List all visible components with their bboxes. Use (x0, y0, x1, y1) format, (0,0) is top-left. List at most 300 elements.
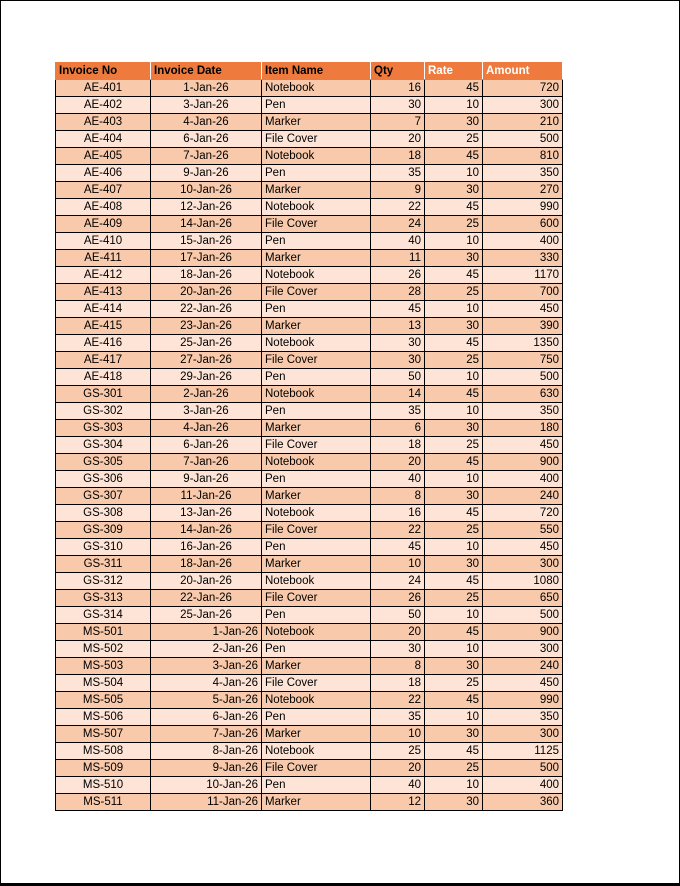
rate-cell: 45 (425, 80, 483, 97)
invoice-date-cell: 3-Jan-26 (151, 658, 262, 675)
rate-cell: 10 (425, 709, 483, 726)
qty-cell: 26 (371, 267, 425, 284)
invoice-date-cell: 18-Jan-26 (151, 556, 262, 573)
invoice-date-cell: 6-Jan-26 (151, 437, 262, 454)
invoice-date-cell: 22-Jan-26 (151, 590, 262, 607)
invoice-no-cell: GS-314 (56, 607, 151, 624)
invoice-no-cell: GS-301 (56, 386, 151, 403)
invoice-date-cell: 9-Jan-26 (151, 471, 262, 488)
item-name-cell: File Cover (262, 437, 371, 454)
invoice-no-cell: MS-504 (56, 675, 151, 692)
item-name-cell: Pen (262, 403, 371, 420)
rate-cell: 10 (425, 777, 483, 794)
table-row (56, 199, 563, 216)
table-row (56, 114, 563, 131)
rate-cell: 30 (425, 250, 483, 267)
rate-cell: 25 (425, 437, 483, 454)
rate-cell: 10 (425, 607, 483, 624)
invoice-no-cell: AE-410 (56, 233, 151, 250)
item-name-cell: Marker (262, 420, 371, 437)
invoice-no-cell: GS-310 (56, 539, 151, 556)
header-invoice-no: Invoice No (56, 63, 151, 80)
invoice-no-cell: AE-411 (56, 250, 151, 267)
qty-cell: 50 (371, 607, 425, 624)
amount-cell: 390 (483, 318, 563, 335)
item-name-cell: Notebook (262, 505, 371, 522)
table-row (56, 420, 563, 437)
table-row (56, 369, 563, 386)
item-name-cell: File Cover (262, 760, 371, 777)
invoice-date-cell: 14-Jan-26 (151, 522, 262, 539)
invoice-date-cell: 3-Jan-26 (151, 97, 262, 114)
table-row (56, 318, 563, 335)
invoice-no-cell: AE-401 (56, 80, 151, 97)
amount-cell: 550 (483, 522, 563, 539)
qty-cell: 14 (371, 386, 425, 403)
table-row (56, 131, 563, 148)
invoice-no-cell: GS-309 (56, 522, 151, 539)
rate-cell: 30 (425, 794, 483, 811)
invoice-no-cell: AE-405 (56, 148, 151, 165)
invoice-date-cell: 25-Jan-26 (151, 607, 262, 624)
invoice-date-cell: 10-Jan-26 (151, 777, 262, 794)
invoice-date-cell: 13-Jan-26 (151, 505, 262, 522)
table-row (56, 522, 563, 539)
amount-cell: 450 (483, 437, 563, 454)
table-row (56, 165, 563, 182)
qty-cell: 16 (371, 505, 425, 522)
rate-cell: 45 (425, 505, 483, 522)
invoice-no-cell: AE-414 (56, 301, 151, 318)
rate-cell: 30 (425, 318, 483, 335)
invoice-no-cell: GS-308 (56, 505, 151, 522)
invoice-no-cell: MS-507 (56, 726, 151, 743)
invoice-no-cell: AE-402 (56, 97, 151, 114)
amount-cell: 630 (483, 386, 563, 403)
rate-cell: 10 (425, 471, 483, 488)
invoice-no-cell: AE-407 (56, 182, 151, 199)
amount-cell: 360 (483, 794, 563, 811)
rate-cell: 10 (425, 403, 483, 420)
item-name-cell: Notebook (262, 148, 371, 165)
qty-cell: 35 (371, 403, 425, 420)
invoice-date-cell: 29-Jan-26 (151, 369, 262, 386)
invoice-date-cell: 7-Jan-26 (151, 454, 262, 471)
item-name-cell: Notebook (262, 199, 371, 216)
invoice-date-cell: 4-Jan-26 (151, 114, 262, 131)
qty-cell: 8 (371, 488, 425, 505)
item-name-cell: File Cover (262, 284, 371, 301)
qty-cell: 26 (371, 590, 425, 607)
invoice-no-cell: GS-304 (56, 437, 151, 454)
item-name-cell: Pen (262, 97, 371, 114)
rate-cell: 45 (425, 573, 483, 590)
amount-cell: 240 (483, 488, 563, 505)
qty-cell: 45 (371, 539, 425, 556)
amount-cell: 180 (483, 420, 563, 437)
invoice-date-cell: 6-Jan-26 (151, 709, 262, 726)
amount-cell: 300 (483, 641, 563, 658)
table-row (56, 726, 563, 743)
rate-cell: 45 (425, 148, 483, 165)
table-row (56, 284, 563, 301)
item-name-cell: Pen (262, 641, 371, 658)
table-row (56, 675, 563, 692)
amount-cell: 210 (483, 114, 563, 131)
rate-cell: 45 (425, 267, 483, 284)
item-name-cell: Pen (262, 709, 371, 726)
rate-cell: 25 (425, 760, 483, 777)
table-body (56, 80, 563, 811)
qty-cell: 8 (371, 658, 425, 675)
amount-cell: 600 (483, 216, 563, 233)
item-name-cell: Pen (262, 165, 371, 182)
amount-cell: 720 (483, 505, 563, 522)
rate-cell: 30 (425, 658, 483, 675)
item-name-cell: Marker (262, 658, 371, 675)
item-name-cell: Pen (262, 539, 371, 556)
amount-cell: 350 (483, 403, 563, 420)
table-row (56, 624, 563, 641)
item-name-cell: Notebook (262, 80, 371, 97)
invoice-no-cell: AE-415 (56, 318, 151, 335)
header-amount: Amount (483, 63, 563, 80)
qty-cell: 10 (371, 556, 425, 573)
invoice-no-cell: GS-305 (56, 454, 151, 471)
amount-cell: 400 (483, 471, 563, 488)
qty-cell: 30 (371, 97, 425, 114)
invoice-table (55, 62, 563, 811)
invoice-date-cell: 1-Jan-26 (151, 80, 262, 97)
invoice-no-cell: AE-404 (56, 131, 151, 148)
invoice-no-cell: AE-408 (56, 199, 151, 216)
table-row (56, 216, 563, 233)
amount-cell: 720 (483, 80, 563, 97)
amount-cell: 240 (483, 658, 563, 675)
rate-cell: 30 (425, 182, 483, 199)
invoice-date-cell: 4-Jan-26 (151, 675, 262, 692)
qty-cell: 35 (371, 709, 425, 726)
invoice-no-cell: AE-409 (56, 216, 151, 233)
qty-cell: 20 (371, 454, 425, 471)
invoice-date-cell: 20-Jan-26 (151, 284, 262, 301)
qty-cell: 7 (371, 114, 425, 131)
rate-cell: 25 (425, 675, 483, 692)
invoice-date-cell: 5-Jan-26 (151, 692, 262, 709)
item-name-cell: File Cover (262, 216, 371, 233)
rate-cell: 30 (425, 420, 483, 437)
invoice-no-cell: MS-508 (56, 743, 151, 760)
item-name-cell: Marker (262, 182, 371, 199)
table-row (56, 454, 563, 471)
rate-cell: 45 (425, 454, 483, 471)
item-name-cell: Pen (262, 233, 371, 250)
rate-cell: 30 (425, 488, 483, 505)
qty-cell: 35 (371, 165, 425, 182)
qty-cell: 24 (371, 573, 425, 590)
amount-cell: 1170 (483, 267, 563, 284)
amount-cell: 330 (483, 250, 563, 267)
amount-cell: 500 (483, 607, 563, 624)
table-row (56, 148, 563, 165)
rate-cell: 10 (425, 233, 483, 250)
qty-cell: 13 (371, 318, 425, 335)
item-name-cell: Marker (262, 556, 371, 573)
invoice-no-cell: GS-303 (56, 420, 151, 437)
qty-cell: 50 (371, 369, 425, 386)
amount-cell: 300 (483, 556, 563, 573)
table-row (56, 658, 563, 675)
table-row (56, 403, 563, 420)
invoice-date-cell: 17-Jan-26 (151, 250, 262, 267)
table-row (56, 437, 563, 454)
amount-cell: 1080 (483, 573, 563, 590)
invoice-date-cell: 11-Jan-26 (151, 488, 262, 505)
amount-cell: 750 (483, 352, 563, 369)
invoice-date-cell: 18-Jan-26 (151, 267, 262, 284)
table-row (56, 182, 563, 199)
invoice-date-cell: 14-Jan-26 (151, 216, 262, 233)
amount-cell: 500 (483, 369, 563, 386)
invoice-date-cell: 4-Jan-26 (151, 420, 262, 437)
rate-cell: 25 (425, 352, 483, 369)
table-row (56, 97, 563, 114)
qty-cell: 40 (371, 233, 425, 250)
invoice-date-cell: 2-Jan-26 (151, 641, 262, 658)
qty-cell: 22 (371, 692, 425, 709)
qty-cell: 18 (371, 148, 425, 165)
qty-cell: 16 (371, 80, 425, 97)
invoice-no-cell: MS-509 (56, 760, 151, 777)
rate-cell: 45 (425, 386, 483, 403)
invoice-date-cell: 9-Jan-26 (151, 760, 262, 777)
item-name-cell: Marker (262, 114, 371, 131)
invoice-date-cell: 22-Jan-26 (151, 301, 262, 318)
invoice-date-cell: 15-Jan-26 (151, 233, 262, 250)
table-row (56, 743, 563, 760)
qty-cell: 25 (371, 743, 425, 760)
item-name-cell: Pen (262, 369, 371, 386)
invoice-no-cell: MS-511 (56, 794, 151, 811)
table-row (56, 794, 563, 811)
invoice-no-cell: AE-418 (56, 369, 151, 386)
amount-cell: 300 (483, 97, 563, 114)
rate-cell: 25 (425, 284, 483, 301)
rate-cell: 10 (425, 301, 483, 318)
item-name-cell: Notebook (262, 692, 371, 709)
rate-cell: 25 (425, 590, 483, 607)
invoice-date-cell: 12-Jan-26 (151, 199, 262, 216)
header-invoice-date: Invoice Date (151, 63, 262, 80)
qty-cell: 9 (371, 182, 425, 199)
table-row (56, 233, 563, 250)
invoice-no-cell: MS-510 (56, 777, 151, 794)
header-rate: Rate (425, 63, 483, 80)
qty-cell: 10 (371, 726, 425, 743)
table-row (56, 386, 563, 403)
item-name-cell: File Cover (262, 675, 371, 692)
rate-cell: 45 (425, 624, 483, 641)
rate-cell: 10 (425, 97, 483, 114)
amount-cell: 990 (483, 692, 563, 709)
table-row (56, 607, 563, 624)
item-name-cell: Pen (262, 607, 371, 624)
qty-cell: 6 (371, 420, 425, 437)
table-row (56, 471, 563, 488)
rate-cell: 30 (425, 114, 483, 131)
invoice-date-cell: 11-Jan-26 (151, 794, 262, 811)
item-name-cell: Notebook (262, 335, 371, 352)
rate-cell: 30 (425, 556, 483, 573)
table-row (56, 692, 563, 709)
amount-cell: 900 (483, 624, 563, 641)
rate-cell: 45 (425, 335, 483, 352)
invoice-date-cell: 10-Jan-26 (151, 182, 262, 199)
rate-cell: 25 (425, 522, 483, 539)
qty-cell: 30 (371, 335, 425, 352)
qty-cell: 20 (371, 760, 425, 777)
qty-cell: 22 (371, 522, 425, 539)
rate-cell: 45 (425, 692, 483, 709)
table-row (56, 250, 563, 267)
invoice-date-cell: 1-Jan-26 (151, 624, 262, 641)
invoice-date-cell: 2-Jan-26 (151, 386, 262, 403)
qty-cell: 40 (371, 471, 425, 488)
invoice-date-cell: 6-Jan-26 (151, 131, 262, 148)
table-row (56, 488, 563, 505)
amount-cell: 300 (483, 726, 563, 743)
invoice-no-cell: AE-417 (56, 352, 151, 369)
invoice-no-cell: GS-312 (56, 573, 151, 590)
invoice-date-cell: 16-Jan-26 (151, 539, 262, 556)
qty-cell: 28 (371, 284, 425, 301)
invoice-date-cell: 20-Jan-26 (151, 573, 262, 590)
item-name-cell: Notebook (262, 454, 371, 471)
invoice-no-cell: GS-306 (56, 471, 151, 488)
amount-cell: 350 (483, 709, 563, 726)
rate-cell: 10 (425, 539, 483, 556)
qty-cell: 20 (371, 131, 425, 148)
item-name-cell: Marker (262, 488, 371, 505)
table-row (56, 301, 563, 318)
qty-cell: 12 (371, 794, 425, 811)
amount-cell: 500 (483, 131, 563, 148)
invoice-date-cell: 25-Jan-26 (151, 335, 262, 352)
invoice-date-cell: 23-Jan-26 (151, 318, 262, 335)
item-name-cell: Marker (262, 794, 371, 811)
invoice-no-cell: MS-501 (56, 624, 151, 641)
table-row (56, 641, 563, 658)
invoice-no-cell: MS-506 (56, 709, 151, 726)
item-name-cell: File Cover (262, 590, 371, 607)
item-name-cell: File Cover (262, 522, 371, 539)
item-name-cell: Marker (262, 250, 371, 267)
rate-cell: 30 (425, 726, 483, 743)
amount-cell: 450 (483, 301, 563, 318)
invoice-no-cell: AE-413 (56, 284, 151, 301)
qty-cell: 11 (371, 250, 425, 267)
amount-cell: 1350 (483, 335, 563, 352)
item-name-cell: Marker (262, 726, 371, 743)
invoice-no-cell: GS-311 (56, 556, 151, 573)
table-row (56, 80, 563, 97)
item-name-cell: Marker (262, 318, 371, 335)
rate-cell: 25 (425, 131, 483, 148)
item-name-cell: Pen (262, 301, 371, 318)
invoice-date-cell: 3-Jan-26 (151, 403, 262, 420)
rate-cell: 45 (425, 199, 483, 216)
invoice-no-cell: GS-302 (56, 403, 151, 420)
table-row (56, 539, 563, 556)
item-name-cell: File Cover (262, 131, 371, 148)
invoice-no-cell: MS-505 (56, 692, 151, 709)
qty-cell: 18 (371, 675, 425, 692)
table-row (56, 590, 563, 607)
amount-cell: 990 (483, 199, 563, 216)
invoice-no-cell: AE-416 (56, 335, 151, 352)
amount-cell: 450 (483, 675, 563, 692)
amount-cell: 900 (483, 454, 563, 471)
item-name-cell: Notebook (262, 573, 371, 590)
table-row (56, 335, 563, 352)
item-name-cell: File Cover (262, 352, 371, 369)
invoice-date-cell: 7-Jan-26 (151, 148, 262, 165)
amount-cell: 1125 (483, 743, 563, 760)
amount-cell: 810 (483, 148, 563, 165)
table-row (56, 709, 563, 726)
qty-cell: 22 (371, 199, 425, 216)
item-name-cell: Notebook (262, 743, 371, 760)
table-row (56, 573, 563, 590)
qty-cell: 40 (371, 777, 425, 794)
rate-cell: 10 (425, 369, 483, 386)
table-row (56, 267, 563, 284)
amount-cell: 700 (483, 284, 563, 301)
rate-cell: 25 (425, 216, 483, 233)
invoice-no-cell: AE-403 (56, 114, 151, 131)
item-name-cell: Pen (262, 471, 371, 488)
rate-cell: 45 (425, 743, 483, 760)
qty-cell: 30 (371, 352, 425, 369)
table-row (56, 352, 563, 369)
qty-cell: 24 (371, 216, 425, 233)
amount-cell: 450 (483, 539, 563, 556)
invoice-date-cell: 7-Jan-26 (151, 726, 262, 743)
amount-cell: 650 (483, 590, 563, 607)
amount-cell: 500 (483, 760, 563, 777)
qty-cell: 18 (371, 437, 425, 454)
header-item-name: Item Name (262, 63, 371, 80)
qty-cell: 20 (371, 624, 425, 641)
amount-cell: 400 (483, 233, 563, 250)
item-name-cell: Pen (262, 777, 371, 794)
item-name-cell: Notebook (262, 386, 371, 403)
invoice-no-cell: GS-307 (56, 488, 151, 505)
table-row (56, 777, 563, 794)
amount-cell: 400 (483, 777, 563, 794)
invoice-date-cell: 8-Jan-26 (151, 743, 262, 760)
item-name-cell: Notebook (262, 624, 371, 641)
table-row (56, 760, 563, 777)
qty-cell: 30 (371, 641, 425, 658)
header-qty: Qty (371, 63, 425, 80)
table-header-row (56, 63, 563, 80)
invoice-date-cell: 9-Jan-26 (151, 165, 262, 182)
invoice-no-cell: MS-503 (56, 658, 151, 675)
invoice-no-cell: AE-412 (56, 267, 151, 284)
invoice-no-cell: GS-313 (56, 590, 151, 607)
invoice-no-cell: AE-406 (56, 165, 151, 182)
